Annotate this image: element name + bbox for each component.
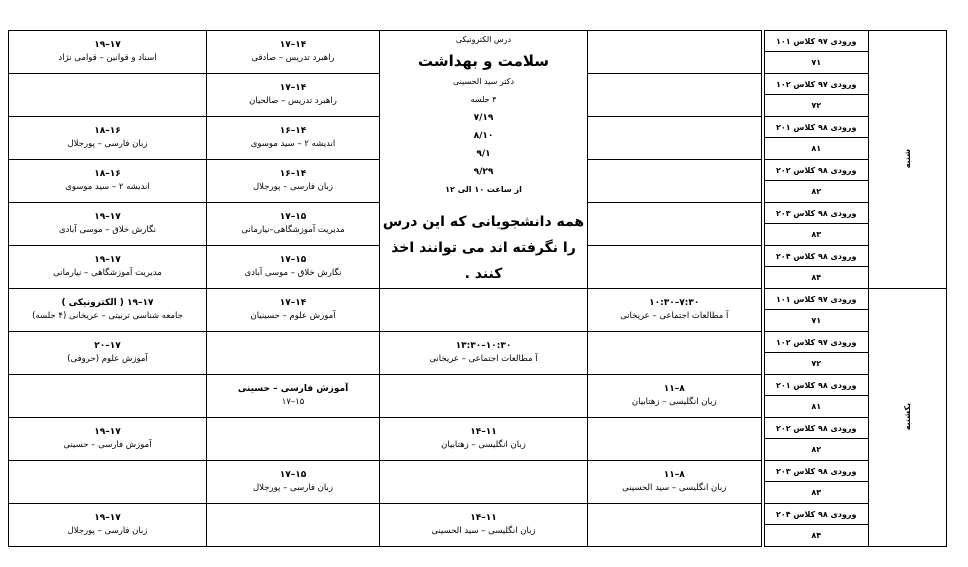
slot-time: ۱۴–۱۷ xyxy=(279,40,307,50)
slot-course: زبان انگلیسی – سید الحسینی xyxy=(431,526,536,536)
slot-time: ۱۷–۱۹ xyxy=(94,427,121,437)
sunday-slot-17-19 xyxy=(9,461,207,504)
class-number: ۸۳ xyxy=(763,224,869,246)
slot-time: ۱۷–۱۹ xyxy=(94,40,121,50)
slot-time: ۱۷–۱۹ ( الکترونیکی ) xyxy=(61,298,154,308)
day-name: یکشنبه xyxy=(903,402,912,431)
sunday-slot-17-19 xyxy=(9,504,207,547)
slot-course: مدیریت آموزشگاهی – نیارمانی xyxy=(53,268,162,278)
saturday-slot-8-11 xyxy=(588,203,763,246)
sunday-day-label xyxy=(869,289,947,547)
slot-time: ۱۱–۱۴ xyxy=(470,513,497,523)
slot-time: ۱۴–۱۷ xyxy=(279,83,307,93)
slot-time: ۱۶–۱۸ xyxy=(94,126,121,136)
class-label: ورودی ۹۸ کلاس ۲۰۳ xyxy=(763,461,869,482)
slot-course: اسناد و قوانین – قوامی نژاد xyxy=(58,53,157,63)
slot-time: ۱۰:۳۰–۱۳:۳۰ xyxy=(455,341,512,351)
saturday-slot-17-19 xyxy=(9,246,207,289)
electronic-header: درس الکترونیکی xyxy=(455,35,512,44)
sunday-slot-14-17 xyxy=(207,418,380,461)
electronic-date: ۹/۱ xyxy=(476,149,491,159)
class-label: ورودی ۹۸ کلاس ۲۰۳ xyxy=(763,203,869,224)
slot-course: نگارش خلاق – موسی آبادی xyxy=(244,268,342,278)
slot-course: آ مطالعات اجتماعی – عریخانی xyxy=(429,354,538,364)
saturday-slot-17-19 xyxy=(9,160,207,203)
sunday-slot-8-11 xyxy=(588,289,763,332)
class-number: ۷۱ xyxy=(763,52,869,74)
sunday-slot-14-17 xyxy=(207,375,380,418)
electronic-course-box xyxy=(380,31,588,289)
class-number: ۸۱ xyxy=(763,138,869,160)
slot-time: ۸–۱۱ xyxy=(663,470,685,480)
class-number: ۸۲ xyxy=(763,181,869,203)
electronic-sessions: ۴ جلسه xyxy=(470,95,497,104)
slot-course: زبان انگلیسی – سید الحسینی xyxy=(622,483,727,493)
slot-time: ۱۷–۲۰ xyxy=(94,341,121,351)
sunday-slot-14-17 xyxy=(207,289,380,332)
electronic-title: سلامت و بهداشت xyxy=(417,52,550,70)
saturday-slot-17-19 xyxy=(9,203,207,246)
slot-time: ۱۷–۱۹ xyxy=(94,513,121,523)
slot-course: اندیشه ۲ – سید موسوی xyxy=(65,182,150,192)
electronic-teacher: دکتر سید الحسینی xyxy=(452,77,515,86)
slot-time: ۸–۱۱ xyxy=(663,384,685,394)
saturday-slot-14-17 xyxy=(207,31,380,74)
saturday-slot-8-11 xyxy=(588,160,763,203)
class-label: ورودی ۹۷ کلاس ۱۰۲ xyxy=(763,74,869,95)
sunday-slot-11-14 xyxy=(380,375,588,418)
slot-course: آموزش فارسی – حسینی xyxy=(63,440,152,450)
saturday-slot-14-17 xyxy=(207,160,380,203)
sunday-slot-8-11 xyxy=(588,461,763,504)
slot-time: ۱۴–۱۶ xyxy=(279,126,307,136)
sunday-slot-11-14 xyxy=(380,418,588,461)
saturday-slot-17-19 xyxy=(9,74,207,117)
electronic-date: ۸/۱۰ xyxy=(473,131,494,141)
slot-course: آموزش علوم – حسینیان xyxy=(250,311,336,321)
sunday-slot-8-11 xyxy=(588,332,763,375)
sunday-slot-11-14 xyxy=(380,461,588,504)
class-number: ۷۲ xyxy=(763,95,869,117)
saturday-slot-14-17 xyxy=(207,203,380,246)
saturday-slot-8-11 xyxy=(588,117,763,160)
saturday-day-label xyxy=(869,31,947,289)
sunday-slot-8-11 xyxy=(588,504,763,547)
class-label: ورودی ۹۸ کلاس ۲۰۱ xyxy=(763,375,869,396)
class-label: ورودی ۹۷ کلاس ۱۰۱ xyxy=(763,289,869,310)
electronic-time: از ساعت ۱۰ الی ۱۲ xyxy=(445,185,522,194)
saturday-slot-8-11 xyxy=(588,31,763,74)
slot-time: ۱۴–۱۶ xyxy=(279,169,307,179)
class-number: ۷۲ xyxy=(763,353,869,375)
electronic-date: ۹/۲۹ xyxy=(473,167,494,177)
slot-time: ۱۶–۱۸ xyxy=(94,169,121,179)
sunday-slot-17-19 xyxy=(9,375,207,418)
slot-course: نگارش خلاق – موسی آبادی xyxy=(58,225,156,235)
slot-course: اندیشه ۲ – سید موسوی xyxy=(250,139,336,149)
saturday-slot-17-19 xyxy=(9,31,207,74)
slot-time: ۱۷–۱۹ xyxy=(94,255,121,265)
schedule-table xyxy=(8,30,947,547)
saturday-slot-14-17 xyxy=(207,117,380,160)
slot-time: ۱۵–۱۷ xyxy=(279,255,307,265)
slot-course: زبان فارسی – پورجلال xyxy=(253,182,333,192)
slot-course: آ مطالعات اجتماعی – عریخانی xyxy=(620,311,729,321)
electronic-date: ۷/۱۹ xyxy=(473,113,494,123)
class-number: ۷۱ xyxy=(763,310,869,332)
sunday-slot-17-19 xyxy=(9,332,207,375)
slot-course: زبان فارسی – پورجلال xyxy=(67,139,148,149)
class-number: ۸۳ xyxy=(763,482,869,504)
slot-course: جامعه شناسی تربیتی – عریخانی (۴ جلسه) xyxy=(32,311,183,321)
slot-time: ۱۴–۱۷ xyxy=(279,298,307,308)
sunday-slot-11-14 xyxy=(380,332,588,375)
slot-course: زبان انگلیسی – زهتابیان xyxy=(631,397,717,407)
class-label: ورودی ۹۸ کلاس ۲۰۲ xyxy=(763,160,869,181)
sunday-slot-11-14 xyxy=(380,289,588,332)
class-number: ۸۴ xyxy=(763,525,869,547)
slot-time: ۱۱–۱۴ xyxy=(470,427,497,437)
sunday-slot-14-17 xyxy=(207,332,380,375)
saturday-slot-14-17 xyxy=(207,246,380,289)
class-label: ورودی ۹۸ کلاس ۲۰۴ xyxy=(763,246,869,267)
slot-course: زبان فارسی – پورجلال xyxy=(253,483,333,493)
saturday-slot-8-11 xyxy=(588,246,763,289)
slot-course: زبان انگلیسی – زهتابیان xyxy=(441,440,526,450)
slot-time: ۱۵–۱۷ xyxy=(279,212,307,222)
slot-course: مدیریت آموزشگاهی–نیارمانی xyxy=(241,225,345,235)
saturday-slot-14-17 xyxy=(207,74,380,117)
electronic-note: همه دانشجویانی که این درس را نگرفته اند می توانند اخذ کنند . xyxy=(382,214,585,282)
slot-course: راهبرد تدریس – صادقی xyxy=(251,53,335,63)
slot-course: راهبرد تدریس – صالحیان xyxy=(249,96,337,106)
saturday-slot-17-19 xyxy=(9,117,207,160)
class-label: ورودی ۹۸ کلاس ۲۰۱ xyxy=(763,117,869,138)
class-number: ۸۱ xyxy=(763,396,869,418)
sunday-slot-17-19 xyxy=(9,418,207,461)
sunday-slot-8-11 xyxy=(588,418,763,461)
class-label: ورودی ۹۸ کلاس ۲۰۴ xyxy=(763,504,869,525)
slot-course: آموزش علوم (حروفی) xyxy=(67,354,148,364)
slot-time: ۷:۳۰–۱۰:۳۰ xyxy=(649,298,700,308)
slot-course: زبان فارسی – پورجلال xyxy=(67,526,148,536)
sunday-slot-14-17 xyxy=(207,461,380,504)
slot-time: ۱۷–۱۹ xyxy=(94,212,121,222)
class-label: ورودی ۹۷ کلاس ۱۰۲ xyxy=(763,332,869,353)
class-label: ورودی ۹۷ کلاس ۱۰۱ xyxy=(763,31,869,52)
day-name: شنبه xyxy=(903,148,912,169)
sunday-slot-17-19 xyxy=(9,289,207,332)
slot-course: ۱۵–۱۷ xyxy=(281,397,305,407)
class-number: ۸۴ xyxy=(763,267,869,289)
sunday-slot-8-11 xyxy=(588,375,763,418)
saturday-slot-8-11 xyxy=(588,74,763,117)
slot-time: ۱۵–۱۷ xyxy=(279,470,307,480)
class-number: ۸۲ xyxy=(763,439,869,461)
sunday-slot-11-14 xyxy=(380,504,588,547)
class-label: ورودی ۹۸ کلاس ۲۰۲ xyxy=(763,418,869,439)
sunday-slot-14-17 xyxy=(207,504,380,547)
slot-time: آموزش فارسی – حسینی xyxy=(237,384,349,394)
